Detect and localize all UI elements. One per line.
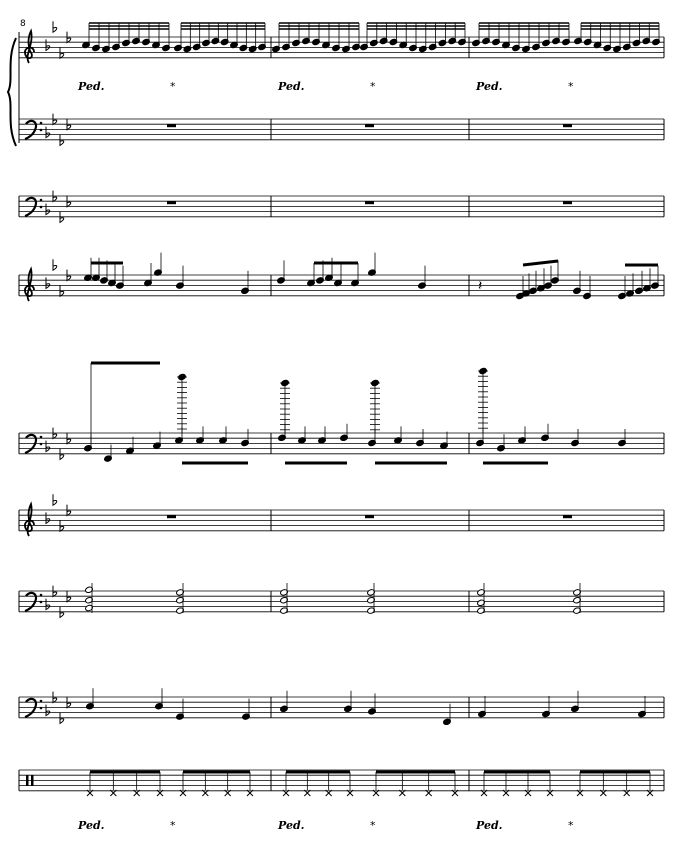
chord-notes <box>85 583 582 614</box>
pedal-release: * <box>170 80 176 93</box>
whole-rest <box>365 124 374 127</box>
pedal-marking: Ped. <box>278 819 305 832</box>
bass-clef <box>25 435 42 453</box>
bass-clef <box>25 593 42 611</box>
pedal-release: * <box>370 819 376 832</box>
rest-glyph: 𝄽 <box>478 278 483 294</box>
bass-2-notes <box>84 363 627 463</box>
measure-number: 8 <box>20 19 26 29</box>
pedal-marking: Ped. <box>476 819 503 832</box>
pedal-marking: Ped. <box>78 819 105 832</box>
pedal-release: * <box>170 819 176 832</box>
melody-notes <box>84 253 660 300</box>
piano-rh-notes <box>82 23 661 53</box>
pedal-marking: Ped. <box>476 80 503 93</box>
staff-melody <box>19 259 664 301</box>
pedal-release: * <box>568 819 574 832</box>
whole-rest <box>563 515 572 518</box>
whole-rest <box>365 515 374 518</box>
staff-treble-rest <box>19 494 664 536</box>
staves-layer <box>19 21 664 796</box>
bass-3-notes <box>86 688 647 725</box>
piano-brace <box>8 38 16 146</box>
whole-rest <box>167 201 176 204</box>
staff-chords <box>19 586 664 618</box>
pedal-marking: Ped. <box>278 80 305 93</box>
bass-clef <box>25 121 42 139</box>
bass-clef <box>25 198 42 216</box>
whole-rest <box>167 515 176 518</box>
pedal-release: * <box>568 80 574 93</box>
whole-rest <box>563 201 572 204</box>
staff-bass-1 <box>19 191 664 223</box>
whole-rest <box>167 124 176 127</box>
pedal-marking: Ped. <box>78 80 105 93</box>
staff-bass-3 <box>19 692 664 724</box>
pedal-release: * <box>370 80 376 93</box>
whole-rest <box>365 201 374 204</box>
pedal-layer <box>77 80 574 832</box>
staff-piano-lh <box>19 114 664 146</box>
staff-bass-2 <box>19 428 664 460</box>
whole-rest <box>563 124 572 127</box>
bass-clef <box>25 699 42 717</box>
